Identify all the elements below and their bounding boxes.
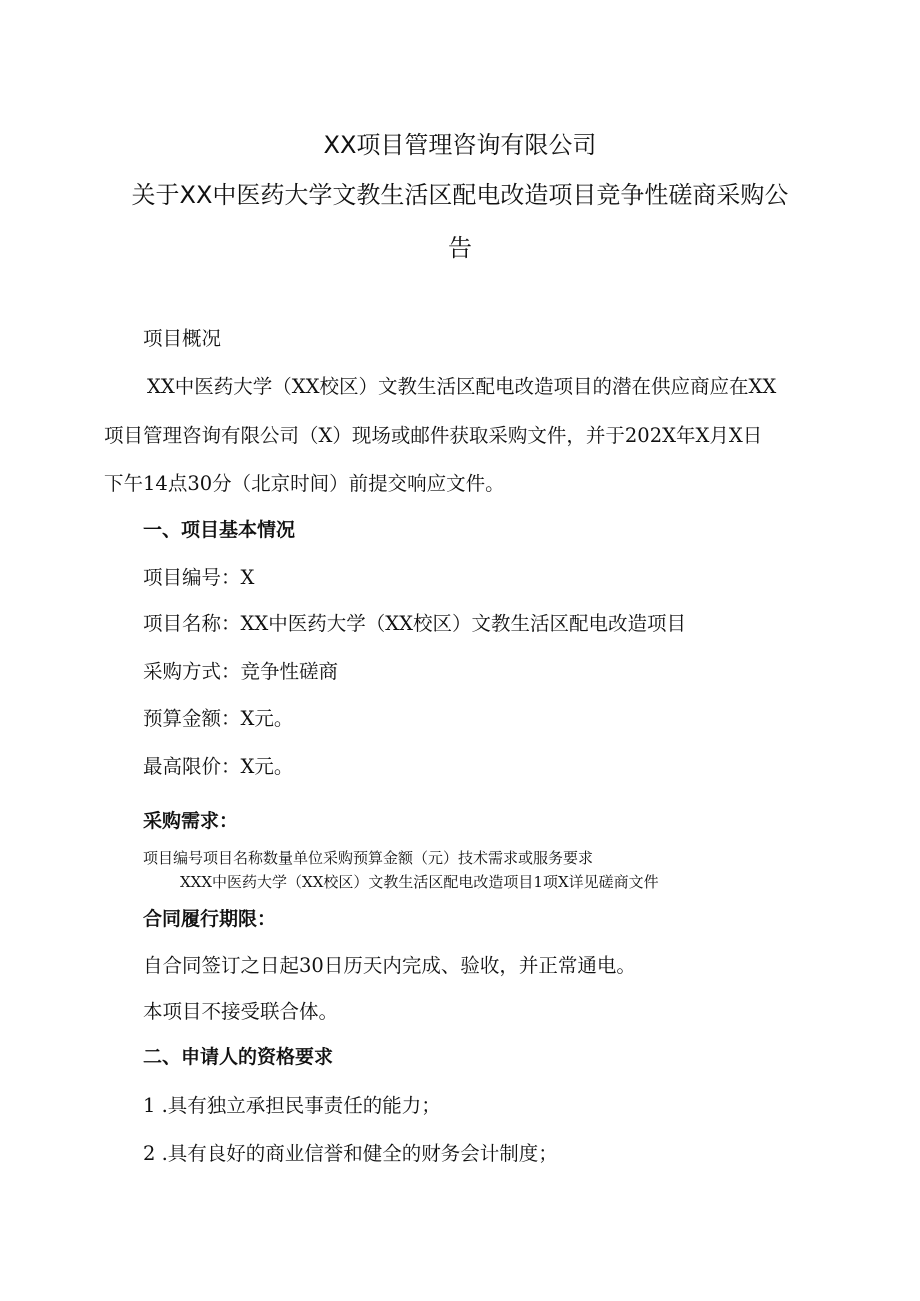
overview-para-line-3: 下午14点30分（北京时间）前提交响应文件。	[104, 472, 505, 495]
max-price: 最高限价：X元。	[143, 755, 294, 778]
qualification-item-1: 1 .具有独立承担民事责任的能力；	[143, 1094, 441, 1117]
purchase-method: 采购方式：竞争性磋商	[143, 660, 339, 683]
overview-para-line-1: XX中医药大学（XX校区）文教生活区配电改造项目的潜在供应商应在XX	[147, 375, 777, 398]
requirements-heading: 采购需求：	[143, 810, 239, 832]
title-line-3: 告	[448, 234, 472, 262]
overview-heading: 项目概况	[143, 327, 222, 350]
consortium-note: 本项目不接受联合体。	[143, 1000, 339, 1023]
section1-heading: 一、项目基本情况	[143, 519, 296, 541]
requirements-table-header: 项目编号项目名称数量单位采购预算金额（元）技术需求或服务要求	[143, 849, 594, 867]
contract-heading: 合同履行期限：	[143, 908, 277, 930]
contract-text: 自合同签订之日起30日历天内完成、验收，并正常通电。	[143, 954, 636, 977]
project-name: 项目名称：XX中医药大学（XX校区）文教生活区配电改造项目	[143, 612, 687, 635]
section2-heading: 二、申请人的资格要求	[143, 1046, 334, 1068]
requirements-table-row: XXX中医药大学（XX校区）文教生活区配电改造项目1项X详见磋商文件	[180, 873, 659, 891]
title-line-1: XX项目管理咨询有限公司	[323, 131, 597, 159]
overview-para-line-2: 项目管理咨询有限公司（X）现场或邮件获取采购文件，并于202X年X月X日	[104, 424, 763, 447]
budget-amount: 预算金额：X元。	[143, 707, 294, 730]
title-line-2: 关于XX中医药大学文教生活区配电改造项目竞争性磋商采购公	[131, 181, 789, 209]
project-number: 项目编号：X	[143, 566, 255, 589]
qualification-item-2: 2 .具有良好的商业信誉和健全的财务会计制度；	[143, 1142, 558, 1165]
